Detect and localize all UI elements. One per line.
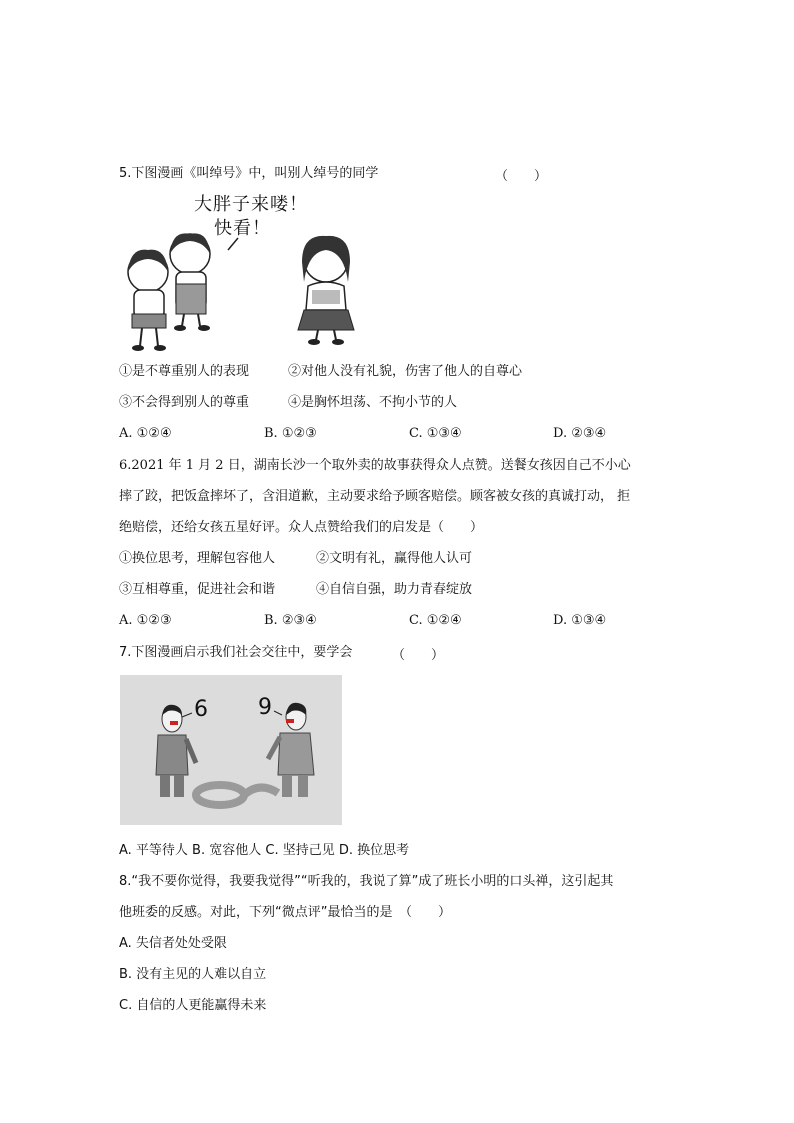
q7-stem: 7.下图漫画启示我们社会交往中，要学会: [119, 645, 353, 660]
q5-option-a[interactable]: A. ①②④: [119, 426, 172, 441]
q6-stem-line-2: 摔了跤，把饭盒摔坏了，含泪道歉，主动要求给予顾客赔偿。顾客被女孩的真诚打动， 拒: [119, 489, 631, 504]
q5-option-c[interactable]: C. ①③④: [409, 426, 462, 441]
man-left-figure: [156, 705, 196, 797]
q8-stem-line-1: 8.“我不要你觉得，我要我觉得”“听我的，我说了算”成了班长小明的口头禅，这引起其: [119, 874, 614, 889]
q6-option-d[interactable]: D. ①③④: [553, 613, 607, 628]
girl-right-figure: [298, 236, 354, 345]
q5-stem: 5.下图漫画《叫绰号》中，叫别人绰号的同学: [119, 166, 379, 181]
q5-speech-1: 大胖子来喽！: [194, 194, 308, 215]
q6-stem-line-3: 绝赔偿，还给女孩五星好评。众人点赞给我们的启发是（ ）: [119, 520, 484, 535]
q6-statement-2: ②文明有礼，赢得他人认可: [316, 551, 473, 566]
q7-options[interactable]: A. 平等待人 B. 宽容他人 C. 坚持己见 D. 换位思考: [119, 843, 410, 858]
q7-cartoon-image: [120, 675, 342, 825]
q7-answer-paren: （ ）: [392, 648, 445, 663]
q6-statement-4: ④自信自强，助力青春绽放: [316, 582, 473, 597]
q8-option-c[interactable]: C. 自信的人更能赢得未来: [119, 998, 267, 1013]
q6-stem-line-1: 6.2021 年 1 月 2 日，湖南长沙一个取外卖的故事获得众人点赞。送餐女孩因自己不小心: [119, 458, 631, 473]
q5-speech-2: 快看！: [214, 218, 271, 239]
q6-option-a[interactable]: A. ①②③: [119, 613, 172, 628]
girl-middle-figure: [170, 233, 210, 331]
q5-option-b[interactable]: B. ①②③: [264, 426, 317, 441]
q5-statement-2: ②对他人没有礼貌，伤害了他人的自尊心: [288, 364, 523, 379]
q5-statement-1: ①是不尊重别人的表现: [119, 364, 250, 379]
girl-left-figure: [128, 250, 168, 351]
number-on-ground: [196, 785, 278, 805]
q7-label-right: 9: [258, 695, 272, 720]
q6-option-c[interactable]: C. ①②④: [409, 613, 462, 628]
man-right-figure: [268, 703, 314, 797]
q8-stem-line-2: 他班委的反感。对此，下列“微点评”最恰当的是 （ ）: [119, 905, 451, 920]
q5-statement-3: ③不会得到别人的尊重: [119, 395, 250, 410]
q5-cartoon-image: [118, 232, 368, 357]
q6-option-b[interactable]: B. ②③④: [264, 613, 317, 628]
q5-statement-4: ④是胸怀坦荡、不拘小节的人: [288, 395, 458, 410]
q6-statement-3: ③互相尊重，促进社会和谐: [119, 582, 276, 597]
q8-option-a[interactable]: A. 失信者处处受限: [119, 936, 227, 951]
q8-option-b[interactable]: B. 没有主见的人难以自立: [119, 967, 267, 982]
q7-label-left: 6: [194, 697, 208, 722]
q5-option-d[interactable]: D. ②③④: [553, 426, 607, 441]
q6-statement-1: ①换位思考，理解包容他人: [119, 551, 276, 566]
q5-answer-paren: （ ）: [495, 169, 548, 184]
